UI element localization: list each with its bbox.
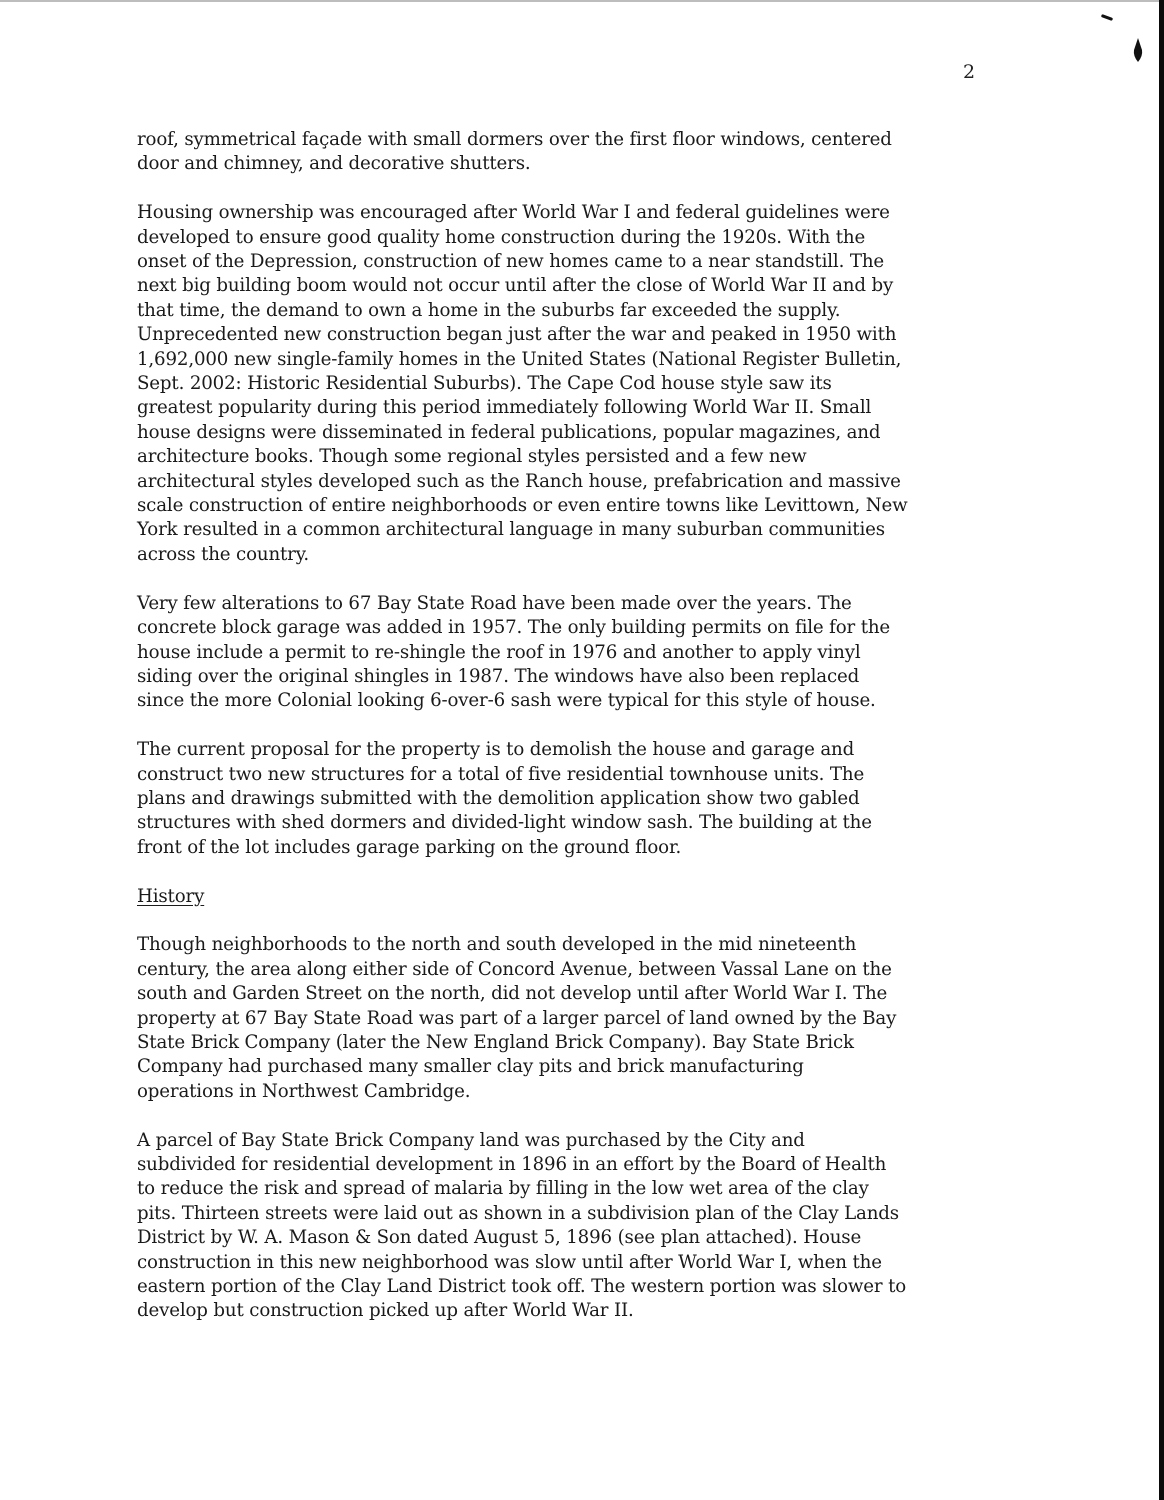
text-line: structures with shed dormers and divided-light window sash. The building at the: [137, 812, 872, 834]
section-heading-history: History: [137, 885, 205, 907]
text-line: property at 67 Bay State Road was part of a larger parcel of land owned by the Bay: [137, 1007, 897, 1029]
scan-top-edge: [0, 0, 1164, 2]
text-line: Company had purchased many smaller clay pits and brick manufacturing: [137, 1056, 804, 1078]
text-line: developed to ensure good quality home construction during the 1920s. With the: [137, 226, 866, 248]
text-line: pits. Thirteen streets were laid out as shown in a subdivision plan of the Clay Lands: [137, 1202, 899, 1224]
text-line: greatest popularity during this period immediately following World War II. Small: [137, 397, 872, 419]
text-line: across the country.: [137, 543, 310, 565]
text-line: construct two new structures for a total of five residential townhouse units. The: [137, 763, 865, 785]
text-line: house include a permit to re-shingle the roof in 1976 and another to apply vinyl: [137, 641, 861, 663]
scan-artifact-mark: [1101, 14, 1113, 21]
paragraph-housing-ownership: [137, 201, 1017, 567]
text-line: Housing ownership was encouraged after World War I and federal guidelines were: [137, 202, 890, 224]
scan-right-edge: [1159, 0, 1164, 1500]
text-line: concrete block garage was added in 1957. The only building permits on file for the: [137, 617, 891, 639]
page-number: 2: [963, 61, 976, 83]
text-line: Very few alterations to 67 Bay State Road have been made over the years. The: [137, 592, 852, 614]
text-line: south and Garden Street on the north, did not develop until after World War I. The: [137, 983, 888, 1005]
paragraph-roof-description: [137, 128, 1017, 177]
text-line: State Brick Company (later the New England Brick Company). Bay State Brick: [137, 1031, 854, 1053]
text-line: next big building boom would not occur until after the close of World War II and by: [137, 275, 894, 297]
text-line: plans and drawings submitted with the demolition application show two gabled: [137, 787, 860, 809]
text-line: scale construction of entire neighborhoods or even entire towns like Levittown, New: [137, 495, 908, 517]
text-line: eastern portion of the Clay Land District took off. The western portion was slower to: [137, 1276, 907, 1297]
text-line: subdivided for residential development in 1896 in an effort by the Board of Health: [137, 1153, 887, 1175]
text-line: onset of the Depression, construction of new homes came to a near standstill. The: [137, 251, 885, 273]
text-line: siding over the original shingles in 1987. The windows have also been replaced: [137, 665, 860, 687]
text-line: architectural styles developed such as the Ranch house, prefabrication and massive: [137, 470, 901, 492]
text-line: door and chimney, and decorative shutters.: [137, 153, 531, 175]
scan-artifact-drop-icon: [1133, 38, 1143, 62]
paragraph-history-neighborhoods: [137, 933, 1017, 1104]
text-line: century, the area along either side of Concord Avenue, between Vassal Lane on the: [137, 958, 892, 980]
paragraph-alterations: [137, 592, 1017, 714]
text-line: front of the lot includes garage parking on the ground floor.: [137, 836, 682, 858]
text-line: Unprecedented new construction began just after the war and peaked in 1950 with: [137, 324, 897, 346]
text-line: develop but construction picked up after World War II.: [137, 1300, 634, 1322]
text-line: construction in this new neighborhood was slow until after World War I, when the: [137, 1251, 882, 1273]
text-line: District by W. A. Mason & Son dated August 5, 1896 (see plan attached). House: [137, 1227, 862, 1249]
text-line: Though neighborhoods to the north and south developed in the mid nineteenth: [137, 934, 857, 956]
text-line: Sept. 2002: Historic Residential Suburbs). The Cape Cod house style saw its: [137, 373, 832, 395]
text-line: since the more Colonial looking 6-over-6 sash were typical for this style of house.: [137, 690, 876, 712]
text-line: that time, the demand to own a home in the suburbs far exceeded the supply.: [137, 299, 841, 321]
paragraph-current-proposal: [137, 738, 1017, 860]
text-line: operations in Northwest Cambridge.: [137, 1080, 471, 1102]
text-line: architecture books. Though some regional styles persisted and a few new: [137, 446, 807, 468]
document-body: [137, 128, 1017, 1348]
text-line: 1,692,000 new single-family homes in the United States (National Register Bulletin,: [137, 348, 902, 370]
text-line: The current proposal for the property is to demolish the house and garage and: [137, 739, 855, 761]
text-line: house designs were disseminated in federal publications, popular magazines, and: [137, 421, 881, 443]
text-line: roof, symmetrical façade with small dormers over the first floor windows, centered: [137, 129, 892, 150]
text-line: York resulted in a common architectural language in many suburban communities: [137, 519, 885, 541]
text-line: A parcel of Bay State Brick Company land was purchased by the City and: [137, 1129, 805, 1151]
paragraph-history-subdivision: [137, 1129, 1017, 1324]
text-line: to reduce the risk and spread of malaria by filling in the low wet area of the clay: [137, 1178, 869, 1200]
